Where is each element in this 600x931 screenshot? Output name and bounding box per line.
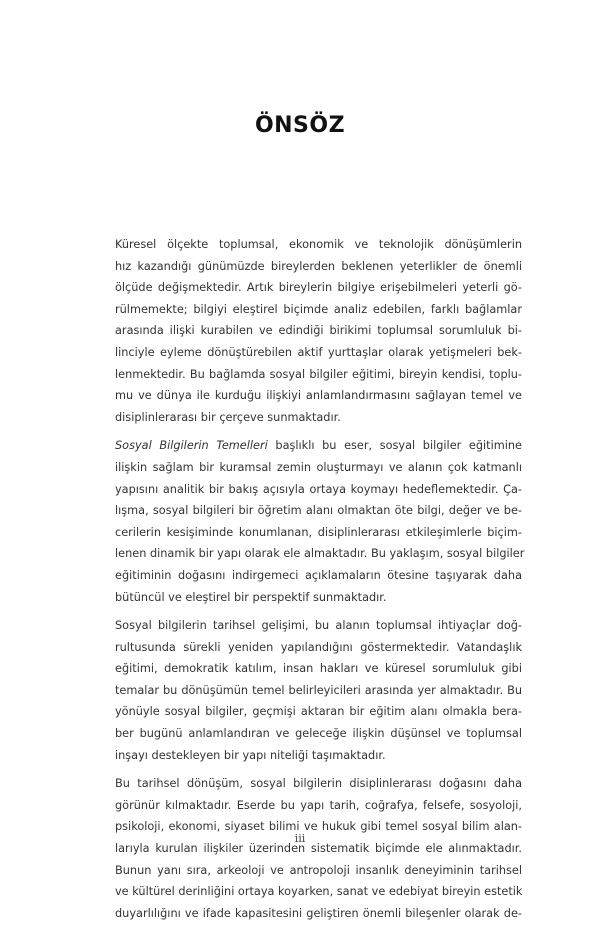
text-line: psikoloji, ekonomi, siyaset bilimi ve hukuk gibi temel sosyal bilim alan-: [115, 820, 522, 834]
text-line: yapısını analitik bir bakış açısıyla ortaya koymayı hedeflemektedir. Ça-: [115, 482, 522, 496]
text-line: temalar bu dönüşümün temel belirleyicileri arasında yer almaktadır. Bu: [115, 683, 522, 697]
text-line: Sosyal bilgilerin tarihsel gelişimi, bu alanın toplumsal ihtiyaçlar doğ-: [115, 619, 522, 633]
paragraph-1: [88, 234, 522, 428]
text-line: Bunun yanı sıra, arkeoloji ve antropoloji insanlık deneyiminin tarihsel: [115, 863, 522, 877]
text-line: mu ve dünya ile kurduğu ilişkiyi anlamlandırmasını sağlayan temel ve: [115, 389, 522, 403]
text-line: lenmektedir. Bu bağlamda sosyal bilgiler eğitimi, bireyin kendisi, toplu-: [115, 367, 522, 381]
text-line: duyarlılığını ve ifade kapasitesini geliştiren önemli bileşenler olarak de-: [115, 906, 522, 920]
text-line: inşayı destekleyen bir yapı niteliği taşımaktadır.: [115, 748, 386, 762]
paragraph-2: [88, 435, 525, 608]
text-line: larıyla kurulan ilişkiler üzerinden sistematik biçimde ele alınmaktadır.: [115, 842, 522, 856]
text-line: bütüncül ve eleştirel bir perspektif sunmaktadır.: [115, 590, 387, 604]
text-line: görünür kılmaktadır. Eserde bu yapı tarih, coğrafya, felsefe, sosyoloji,: [115, 798, 522, 812]
text-line: ve kültürel derinliğini ortaya koyarken, sanat ve edebiyat bireyin estetik: [115, 885, 523, 899]
text-line: lenen dinamik bir yapı olarak ele almaktadır. Bu yaklaşım, sosyal bilgiler: [115, 547, 525, 561]
text-line: [88, 435, 522, 457]
text-line: linciyle eyleme dönüştürebilen aktif yurttaşlar olarak yetişmeleri bek-: [115, 345, 522, 359]
text-line: ölçüde değişmektedir. Artık bireylerin bilgiye erişebilmeleri yeterli gö-: [115, 281, 522, 295]
book-title-italic: Sosyal Bilgilerin Temelleri: [115, 439, 268, 453]
text-line: Bu tarihsel dönüşüm, sosyal bilgilerin disiplinlerarası doğasını daha: [115, 777, 522, 791]
page-number: iii: [294, 832, 306, 845]
text-line: eğitimi, demokratik katılım, insan hakları ve küresel sorumluluk gibi: [115, 662, 522, 676]
text-line: hız kazandığı günümüzde bireylerden beklenen yeterlikler de önemli: [115, 259, 522, 273]
text-line: rultusunda sürekli yeniden yapılandığını göstermektedir. Vatandaşlık: [115, 640, 522, 654]
text-line: yönüyle sosyal bilgiler, geçmişi aktaran bir eğitim alanı olmakla bera-: [115, 705, 522, 719]
text-line: ber bugünü anlamlandıran ve geleceğe ilişkin düşünsel ve toplumsal: [115, 727, 522, 741]
paragraph-3: [88, 615, 522, 766]
text-line: ilişkin sağlam bir kuramsal zemin oluşturmayı ve alanın çok katmanlı: [115, 460, 522, 474]
text-line: rülmemekte; bilgiyi eleştirel biçimde analiz edebilen, farklı bağlamlar: [115, 302, 522, 316]
text-fragment: başlıklı bu eser, sosyal bilgiler eğitimine: [267, 439, 523, 453]
text-line: Küresel ölçekte toplumsal, ekonomik ve teknolojik dönüşümlerin: [115, 238, 522, 251]
text-line: eğitiminin doğasını indirgemeci açıklamaların ötesine taşıyarak daha: [115, 568, 522, 582]
text-line: disiplinlerarası bir çerçeve sunmaktadır.: [115, 410, 341, 424]
text-line: arasında ilişki kurabilen ve edindiği birikimi toplumsal sorumluluk bi-: [115, 324, 522, 338]
page-title: ÖNSÖZ: [254, 113, 346, 138]
preface-body: [88, 234, 525, 931]
paragraph-4: [88, 773, 522, 924]
text-line: lışma, sosyal bilgileri bir öğretim alanı olmaktan öte bilgi, değer ve be-: [115, 504, 522, 518]
text-line: cerilerin kesişiminde konumlanan, disiplinlerarası etkileşimlerle biçim-: [115, 525, 522, 539]
